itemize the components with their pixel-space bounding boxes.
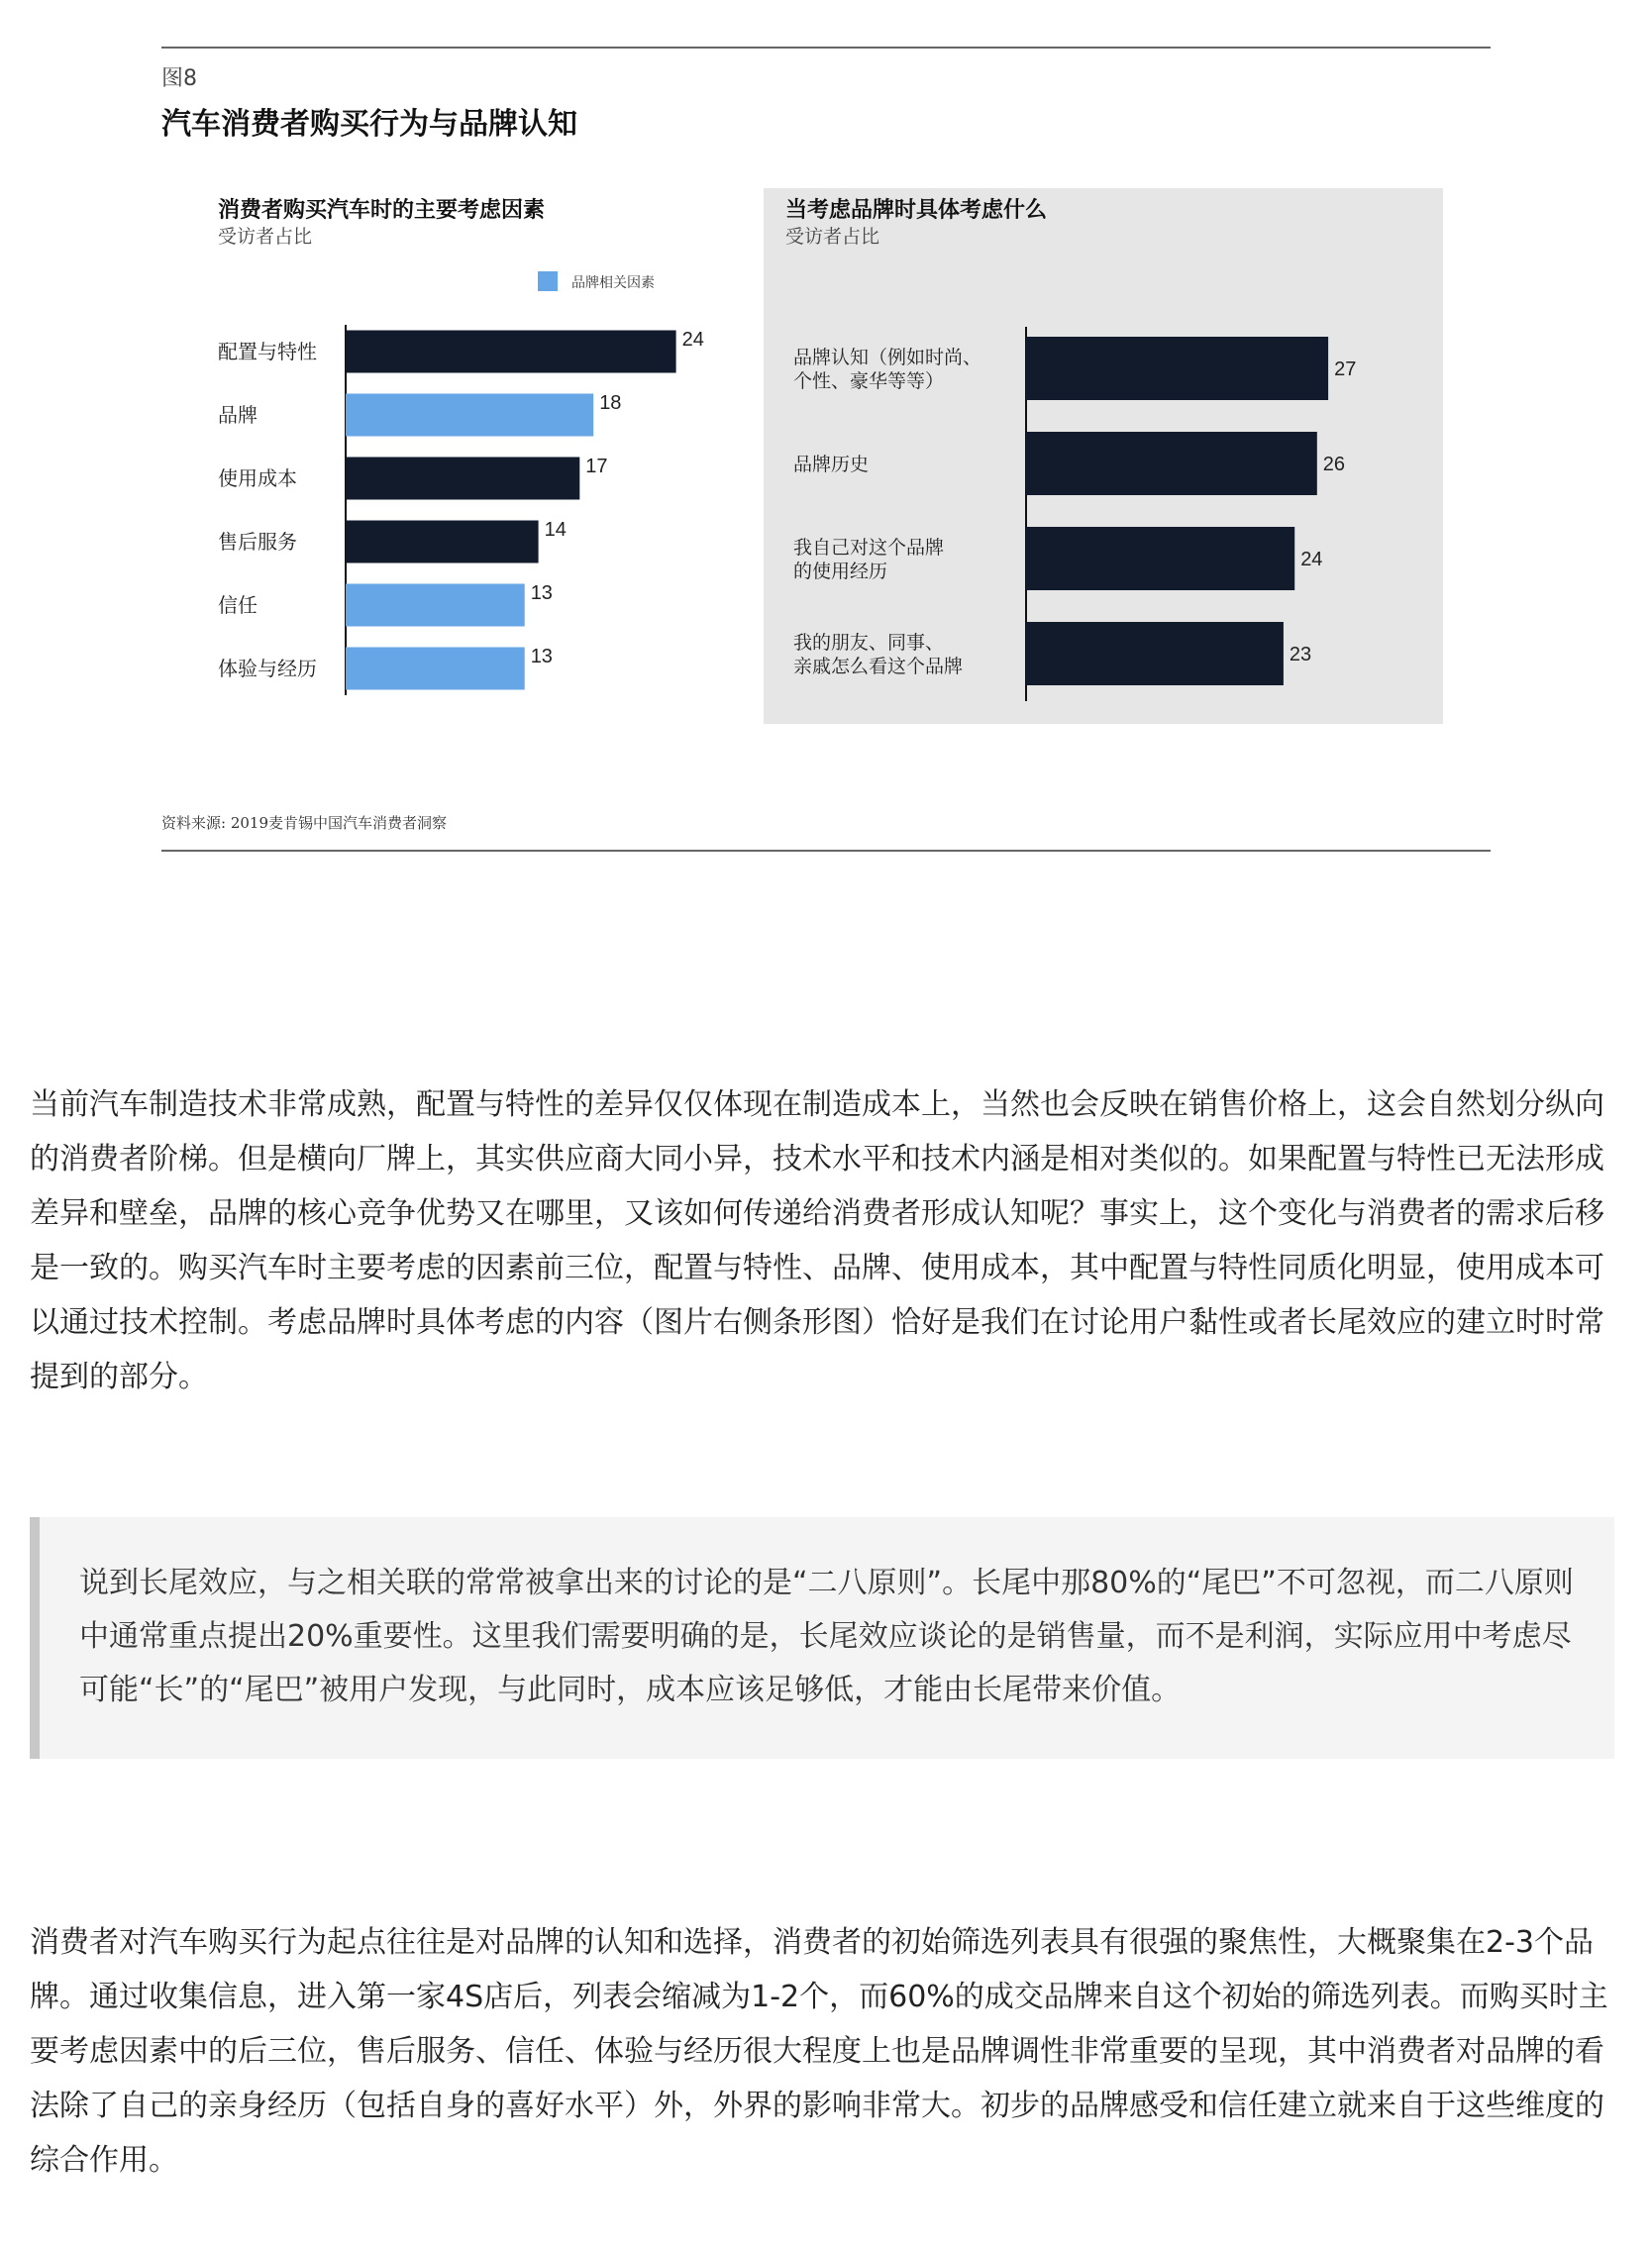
right-category-label: 品牌认知（例如时尚、 <box>793 347 982 368</box>
right-value-label: 27 <box>1334 358 1357 380</box>
left-category-label: 配置与特性 <box>218 340 317 363</box>
left-value-label: 24 <box>681 329 704 351</box>
left-chart-title: 消费者购买汽车时的主要考虑因素 <box>218 197 546 223</box>
left-chart-subtitle: 受访者占比 <box>218 226 313 248</box>
figure-title: 汽车消费者购买行为与品牌认知 <box>161 107 577 142</box>
right-category-label: 亲戚怎么看这个品牌 <box>793 656 964 677</box>
right-bar <box>1026 622 1284 685</box>
figure-label: 图8 <box>161 66 197 91</box>
left-value-label: 14 <box>544 519 567 541</box>
left-value-label: 13 <box>530 646 553 667</box>
left-category-label: 信任 <box>218 593 258 617</box>
left-category-label: 品牌 <box>218 403 258 427</box>
figure-source: 资料来源: 2019麦肯锡中国汽车消费者洞察 <box>161 814 447 832</box>
right-value-label: 24 <box>1300 549 1323 570</box>
left-category-label: 售后服务 <box>218 530 297 554</box>
left-category-label: 使用成本 <box>218 466 297 490</box>
legend-label-brand: 品牌相关因素 <box>571 275 655 291</box>
right-value-label: 23 <box>1289 644 1312 665</box>
right-bar <box>1026 337 1328 400</box>
right-chart-subtitle: 受访者占比 <box>785 226 880 248</box>
quote-bar <box>30 1517 40 1759</box>
figure-bottom-rule <box>161 850 1491 852</box>
right-category-label: 我的朋友、同事、 <box>793 632 945 654</box>
paragraph-2: 消费者对汽车购买行为起点往往是对品牌的认知和选择，消费者的初始筛选列表具有很强的聚焦性，大概聚集在2-3个品牌。通过收集信息，进入第一家4S店后，列表会缩减为1-2个，而60%的成交品牌来自这个初始的筛选列表。而购买时主要考虑因素中的后三位，售后服务、信任、体验与经历很大程度上也是品牌调性非常重要的呈现，其中消费者对品牌的看法除了自己的亲身经历（包括自身的喜好水平）外，外界的影响非常大。初步的品牌感受和信任建立就来自于这些维度的综合作用。 <box>30 1925 1608 2178</box>
left-category-label: 体验与经历 <box>218 657 317 680</box>
left-value-label: 17 <box>585 456 608 477</box>
right-bar-chart <box>0 0 1652 891</box>
right-category-label: 品牌历史 <box>793 454 870 475</box>
right-chart-title: 当考虑品牌时具体考虑什么 <box>785 197 1048 223</box>
right-category-label: 我自己对这个品牌 <box>793 537 945 559</box>
left-value-label: 13 <box>530 582 553 604</box>
right-category-label: 的使用经历 <box>793 561 888 582</box>
right-bar <box>1026 527 1294 590</box>
paragraph-1: 当前汽车制造技术非常成熟，配置与特性的差异仅仅体现在制造成本上，当然也会反映在销售价格上，这会自然划分纵向的消费者阶梯。但是横向厂牌上，其实供应商大同小异，技术水平和技术内涵是相对类似的。如果配置与特性已无法形成差异和壁垒，品牌的核心竞争优势又在哪里，又该如何传递给消费者形成认知呢？事实上，这个变化与消费者的需求后移是一致的。购买汽车时主要考虑的因素前三位，配置与特性、品牌、使用成本，其中配置与特性同质化明显，使用成本可以通过技术控制。考虑品牌时具体考虑的内容（图片右侧条形图）恰好是我们在讨论用户黏性或者长尾效应的建立时时常提到的部分。 <box>30 1087 1604 1394</box>
right-value-label: 26 <box>1322 454 1346 475</box>
right-category-label: 个性、豪华等等） <box>793 370 945 392</box>
right-bar <box>1026 432 1317 495</box>
left-value-label: 18 <box>599 392 622 414</box>
quote-text: 说到长尾效应，与之相关联的常常被拿出来的讨论的是“二八原则”。长尾中那80%的“尾巴”不可忽视，而二八原则中通常重点提出20%重要性。这里我们需要明确的是，长尾效应谈论的是销售量，而不是利润，实际应用中考虑尽可能“长”的“尾巴”被用户发现，与此同时，成本应该足够低，才能由长尾带来价值。 <box>79 1566 1574 1707</box>
